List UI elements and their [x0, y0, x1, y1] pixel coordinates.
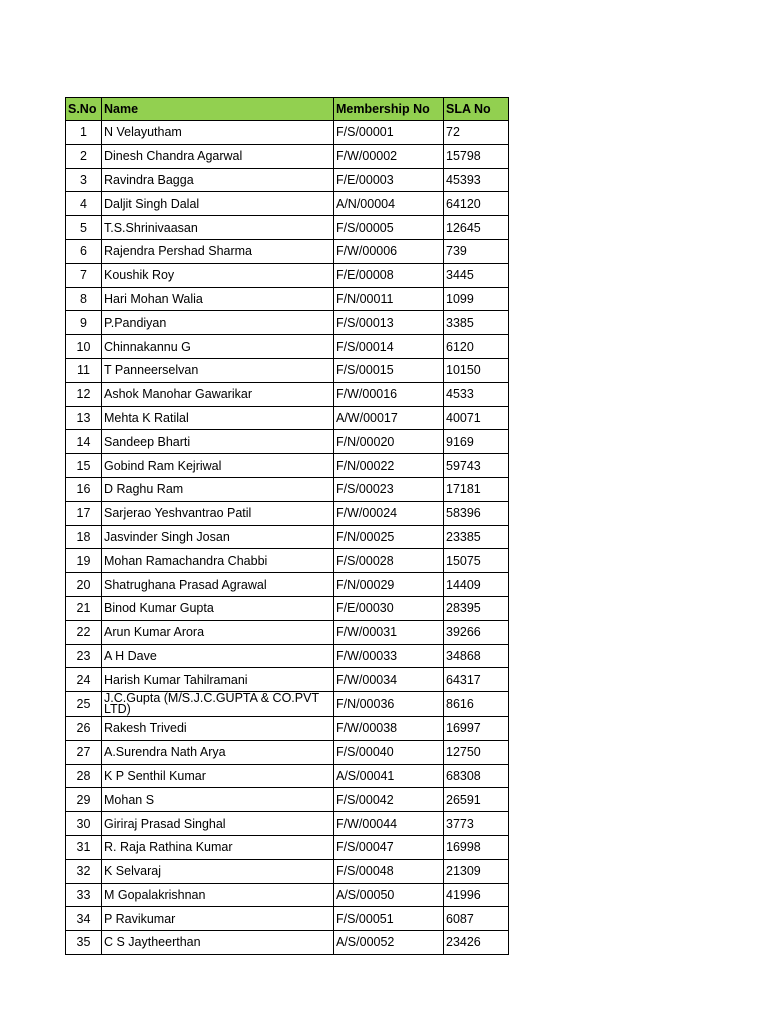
table-row [66, 263, 509, 287]
table-row [66, 501, 509, 525]
cell-membership-no: F/S/00013 [334, 311, 444, 335]
cell-sla-no: 10150 [444, 358, 509, 382]
table-row [66, 454, 509, 478]
cell-sno: 13 [66, 406, 102, 430]
table-row [66, 644, 509, 668]
cell-name: Gobind Ram Kejriwal [102, 454, 334, 478]
cell-membership-no: F/N/00011 [334, 287, 444, 311]
cell-sla-no: 40071 [444, 406, 509, 430]
table-row [66, 764, 509, 788]
cell-sno: 25 [66, 692, 102, 717]
cell-sla-no: 26591 [444, 788, 509, 812]
cell-name: Daljit Singh Dalal [102, 192, 334, 216]
cell-sla-no: 28395 [444, 596, 509, 620]
cell-name: P.Pandiyan [102, 311, 334, 335]
table-header-row [66, 98, 509, 121]
table-row [66, 596, 509, 620]
membership-table [65, 97, 509, 955]
cell-membership-no: F/W/00016 [334, 382, 444, 406]
cell-sno: 24 [66, 668, 102, 692]
cell-name: Harish Kumar Tahilramani [102, 668, 334, 692]
cell-membership-no: F/N/00020 [334, 430, 444, 454]
table-row [66, 216, 509, 240]
cell-sla-no: 16997 [444, 716, 509, 740]
cell-sla-no: 12750 [444, 740, 509, 764]
cell-membership-no: F/N/00022 [334, 454, 444, 478]
cell-name: Giriraj Prasad Singhal [102, 812, 334, 836]
cell-membership-no: F/W/00031 [334, 620, 444, 644]
cell-sno: 7 [66, 263, 102, 287]
cell-membership-no: F/W/00044 [334, 812, 444, 836]
cell-name: K P Senthil Kumar [102, 764, 334, 788]
cell-sno: 31 [66, 835, 102, 859]
column-header-name: Name [102, 98, 334, 121]
cell-sla-no: 41996 [444, 883, 509, 907]
cell-membership-no: F/N/00029 [334, 573, 444, 597]
cell-name: T Panneerselvan [102, 358, 334, 382]
table-row [66, 192, 509, 216]
table-row [66, 668, 509, 692]
cell-membership-no: F/S/00023 [334, 477, 444, 501]
cell-name: Jasvinder Singh Josan [102, 525, 334, 549]
cell-sla-no: 58396 [444, 501, 509, 525]
cell-name: Mehta K Ratilal [102, 406, 334, 430]
cell-sla-no: 64317 [444, 668, 509, 692]
cell-name: Sarjerao Yeshvantrao Patil [102, 501, 334, 525]
cell-membership-no: F/S/00042 [334, 788, 444, 812]
table-row [66, 549, 509, 573]
column-header-membership-no: Membership No [334, 98, 444, 121]
cell-sla-no: 6120 [444, 335, 509, 359]
cell-sla-no: 1099 [444, 287, 509, 311]
cell-sla-no: 14409 [444, 573, 509, 597]
table-body [66, 121, 509, 955]
cell-sno: 16 [66, 477, 102, 501]
cell-sno: 4 [66, 192, 102, 216]
cell-membership-no: A/N/00004 [334, 192, 444, 216]
table-row [66, 907, 509, 931]
cell-membership-no: A/S/00050 [334, 883, 444, 907]
table-row [66, 692, 509, 717]
cell-sno: 28 [66, 764, 102, 788]
cell-membership-no: F/N/00036 [334, 692, 444, 717]
cell-sla-no: 12645 [444, 216, 509, 240]
table-row [66, 430, 509, 454]
cell-sno: 8 [66, 287, 102, 311]
cell-name: Shatrughana Prasad Agrawal [102, 573, 334, 597]
cell-name: T.S.Shrinivaasan [102, 216, 334, 240]
cell-name: C S Jaytheerthan [102, 931, 334, 955]
cell-membership-no: F/S/00040 [334, 740, 444, 764]
cell-membership-no: F/S/00048 [334, 859, 444, 883]
table-row [66, 788, 509, 812]
cell-sla-no: 68308 [444, 764, 509, 788]
table-row [66, 883, 509, 907]
table-row [66, 121, 509, 145]
cell-sla-no: 6087 [444, 907, 509, 931]
cell-name: Mohan S [102, 788, 334, 812]
cell-sno: 32 [66, 859, 102, 883]
cell-name: Ravindra Bagga [102, 168, 334, 192]
cell-sno: 23 [66, 644, 102, 668]
cell-sno: 14 [66, 430, 102, 454]
table-row [66, 859, 509, 883]
cell-sla-no: 59743 [444, 454, 509, 478]
cell-membership-no: A/S/00052 [334, 931, 444, 955]
column-header-sno: S.No [66, 98, 102, 121]
table-row [66, 311, 509, 335]
table-row [66, 716, 509, 740]
cell-sno: 35 [66, 931, 102, 955]
cell-sno: 34 [66, 907, 102, 931]
cell-name: M Gopalakrishnan [102, 883, 334, 907]
cell-membership-no: F/W/00034 [334, 668, 444, 692]
cell-sla-no: 3445 [444, 263, 509, 287]
cell-name: Mohan Ramachandra Chabbi [102, 549, 334, 573]
cell-sno: 15 [66, 454, 102, 478]
cell-membership-no: F/S/00047 [334, 835, 444, 859]
table-row [66, 525, 509, 549]
cell-name: D Raghu Ram [102, 477, 334, 501]
table-row [66, 406, 509, 430]
cell-membership-no: F/W/00038 [334, 716, 444, 740]
cell-sno: 29 [66, 788, 102, 812]
cell-sla-no: 8616 [444, 692, 509, 717]
cell-membership-no: F/E/00008 [334, 263, 444, 287]
table-row [66, 931, 509, 955]
table-row [66, 382, 509, 406]
cell-sno: 10 [66, 335, 102, 359]
cell-sno: 11 [66, 358, 102, 382]
table-row [66, 239, 509, 263]
cell-sla-no: 739 [444, 239, 509, 263]
cell-sla-no: 21309 [444, 859, 509, 883]
cell-sla-no: 4533 [444, 382, 509, 406]
cell-membership-no: F/W/00024 [334, 501, 444, 525]
cell-sno: 6 [66, 239, 102, 263]
cell-sla-no: 64120 [444, 192, 509, 216]
cell-sla-no: 15075 [444, 549, 509, 573]
cell-membership-no: F/N/00025 [334, 525, 444, 549]
table-row [66, 812, 509, 836]
cell-sno: 26 [66, 716, 102, 740]
cell-sno: 9 [66, 311, 102, 335]
cell-name: Hari Mohan Walia [102, 287, 334, 311]
cell-membership-no: F/E/00003 [334, 168, 444, 192]
cell-sno: 17 [66, 501, 102, 525]
cell-membership-no: F/S/00051 [334, 907, 444, 931]
cell-sla-no: 9169 [444, 430, 509, 454]
cell-sno: 1 [66, 121, 102, 145]
cell-name: Dinesh Chandra Agarwal [102, 144, 334, 168]
cell-sla-no: 17181 [444, 477, 509, 501]
cell-membership-no: F/W/00002 [334, 144, 444, 168]
cell-sla-no: 39266 [444, 620, 509, 644]
cell-sno: 2 [66, 144, 102, 168]
cell-membership-no: F/S/00001 [334, 121, 444, 145]
cell-sla-no: 72 [444, 121, 509, 145]
cell-membership-no: F/W/00006 [334, 239, 444, 263]
cell-sla-no: 3773 [444, 812, 509, 836]
cell-name: Rajendra Pershad Sharma [102, 239, 334, 263]
cell-membership-no: A/S/00041 [334, 764, 444, 788]
table-row [66, 358, 509, 382]
cell-membership-no: F/S/00028 [334, 549, 444, 573]
cell-membership-no: F/S/00014 [334, 335, 444, 359]
cell-name: A.Surendra Nath Arya [102, 740, 334, 764]
cell-name: K Selvaraj [102, 859, 334, 883]
table-row [66, 335, 509, 359]
table-row [66, 287, 509, 311]
cell-name: Koushik Roy [102, 263, 334, 287]
cell-sla-no: 23426 [444, 931, 509, 955]
cell-sno: 27 [66, 740, 102, 764]
cell-name: A H Dave [102, 644, 334, 668]
cell-membership-no: F/W/00033 [334, 644, 444, 668]
cell-name: Rakesh Trivedi [102, 716, 334, 740]
cell-membership-no: F/S/00005 [334, 216, 444, 240]
cell-name: Arun Kumar Arora [102, 620, 334, 644]
cell-name: P Ravikumar [102, 907, 334, 931]
cell-name: Sandeep Bharti [102, 430, 334, 454]
cell-name: N Velayutham [102, 121, 334, 145]
cell-sla-no: 16998 [444, 835, 509, 859]
cell-sla-no: 3385 [444, 311, 509, 335]
table-row [66, 168, 509, 192]
table-row [66, 573, 509, 597]
cell-name: R. Raja Rathina Kumar [102, 835, 334, 859]
cell-name: Ashok Manohar Gawarikar [102, 382, 334, 406]
table-row [66, 835, 509, 859]
cell-sno: 5 [66, 216, 102, 240]
table-row [66, 620, 509, 644]
cell-sno: 19 [66, 549, 102, 573]
table-row [66, 477, 509, 501]
cell-membership-no: A/W/00017 [334, 406, 444, 430]
cell-sla-no: 23385 [444, 525, 509, 549]
cell-sno: 33 [66, 883, 102, 907]
cell-sla-no: 15798 [444, 144, 509, 168]
cell-name: Binod Kumar Gupta [102, 596, 334, 620]
cell-sla-no: 45393 [444, 168, 509, 192]
table-row [66, 144, 509, 168]
cell-sno: 18 [66, 525, 102, 549]
cell-name: Chinnakannu G [102, 335, 334, 359]
cell-sno: 12 [66, 382, 102, 406]
cell-name: J.C.Gupta (M/S.J.C.GUPTA & CO.PVT LTD) [102, 692, 334, 717]
cell-sno: 21 [66, 596, 102, 620]
cell-sno: 22 [66, 620, 102, 644]
cell-membership-no: F/E/00030 [334, 596, 444, 620]
cell-sno: 3 [66, 168, 102, 192]
column-header-sla-no: SLA No [444, 98, 509, 121]
cell-sla-no: 34868 [444, 644, 509, 668]
cell-sno: 20 [66, 573, 102, 597]
cell-sno: 30 [66, 812, 102, 836]
cell-membership-no: F/S/00015 [334, 358, 444, 382]
table-row [66, 740, 509, 764]
